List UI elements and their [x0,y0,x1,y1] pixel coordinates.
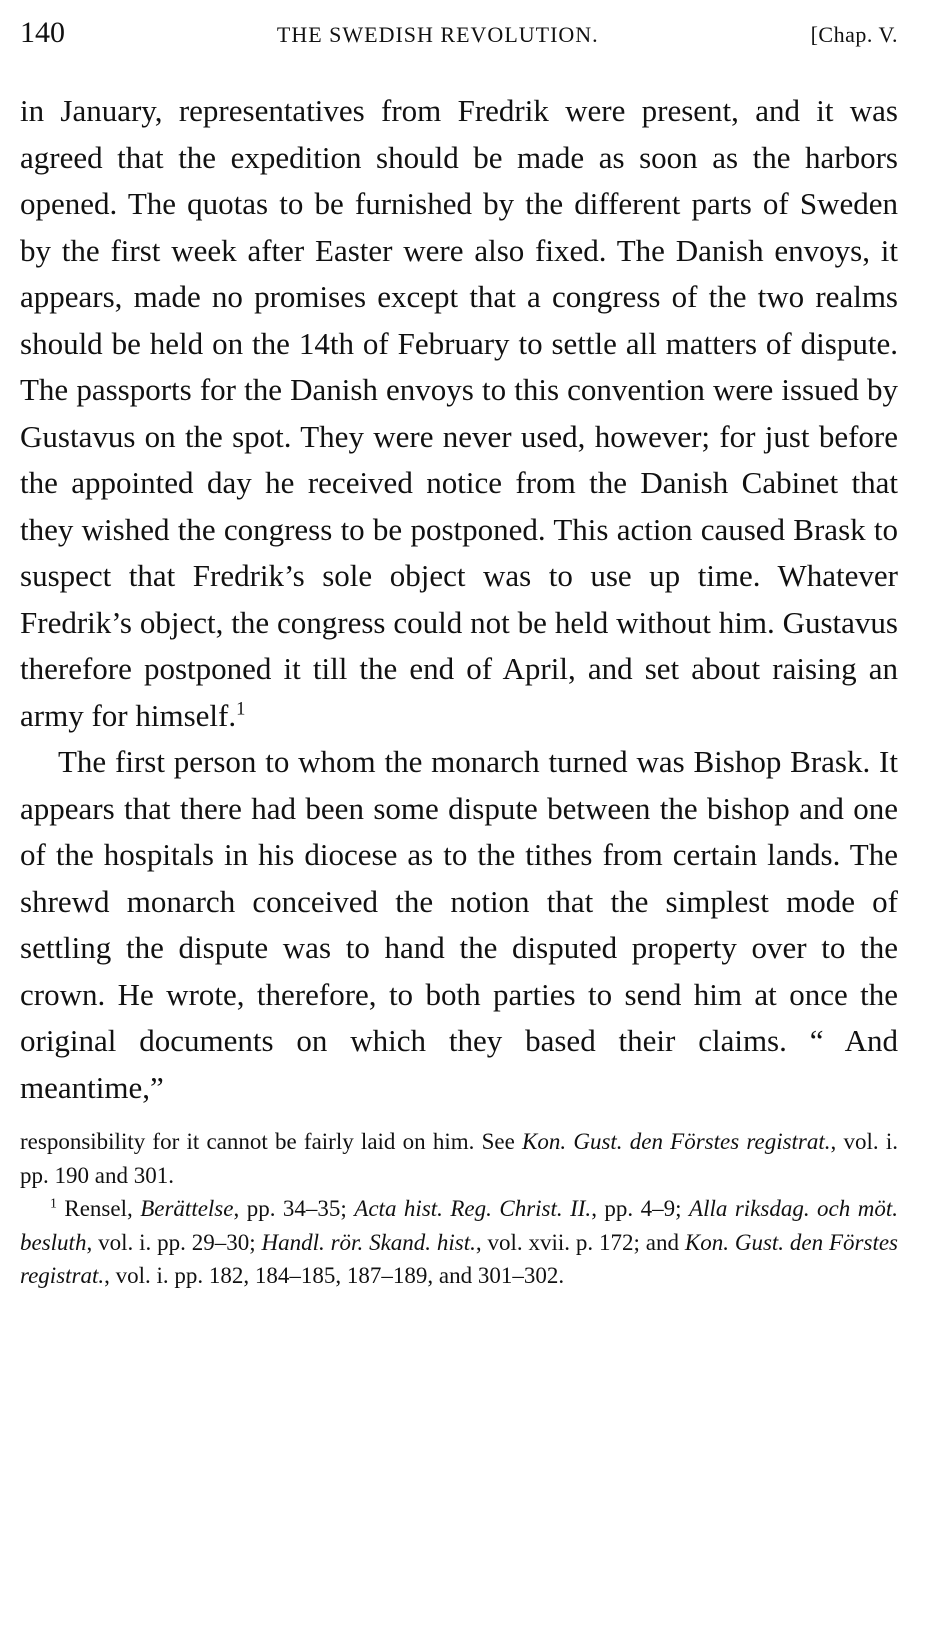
footnote-reference: Acta hist. Reg. Christ. II. [354,1196,592,1221]
footnote-reference: Kon. Gust. den Förstes registrat. [20,1229,899,1288]
page-number: 140 [20,16,65,49]
footnote-text: , vol. xvii. p. 172; and [475,1229,685,1255]
footnote-text: Rensel, [56,1196,141,1221]
footnote-text: , vol. i. pp. 29–30; [86,1229,262,1255]
footnote-text: responsibility for it cannot be fairly laid on him. See [20,1129,523,1154]
body-text [20,88,898,1111]
footnotes [20,1125,898,1293]
paragraph-2 [20,739,898,1111]
footnote-reference: Alla riksdag. och möt. besluth [20,1196,898,1255]
footnote-mark-1: 1 [236,698,246,720]
paragraph-1-text: in January, representatives from Fredrik were present, and it was agreed that the expedition should be made as soon as the harbors opened. The quotas to be furnished by the different parts of Sweden by the first week after Easter were also fixed. The Danish envoys, it appears, made no promises except that a congress of the two realms should be held on the 14th of February to settle all matters of dispute. The passports for the Danish envoys to this convention were issued by Gustavus on the spot. They were never used, however; for just before the appointed day he received notice from the Danish Cabinet that they wished the congress to be postponed. This action caused Brask to suspect that Fredrik’s sole object was to use up time. Whatever Fredrik’s object, the congress could not be held without him. Gustavus therefore postponed it till the end of April, and set about raising an army for himself. [20,93,898,733]
footnote-text: , pp. 4–9; [591,1196,690,1221]
running-header [20,10,898,66]
footnote-1-mark: 1 [50,1195,57,1211]
paragraph-2-text: The first person to whom the monarch turned was Bishop Brask. It appears that there had been some dispute between the bishop and one of the hospitals in his diocese as to the tithes from certain lands. The shrewd monarch conceived the notion that the simplest mode of settling the dispute was to hand the disputed property over to the crown. He wrote, therefore, to both parties to send him at once the original documents on which they based their claims. “ And meantime,” [20,744,898,1105]
paragraph-1 [20,88,898,739]
footnote-reference: Kon. Gust. den Förstes registrat. [522,1129,831,1154]
footnote-continued [20,1125,898,1192]
footnote-reference: Handl. rör. Skand. hist. [261,1229,476,1255]
footnote-reference: Berättelse [140,1196,234,1221]
footnote-text: , pp. 34–35; [233,1196,355,1221]
book-page [20,10,898,1293]
footnote-1 [20,1192,898,1293]
running-title: THE SWEDISH REVOLUTION. [276,22,599,47]
footnote-text: , vol. i. pp. 182, 184–185, 187–189, and 301–302. [104,1263,565,1288]
chapter-reference: [Chap. V. [810,22,898,47]
footnote-text: , vol. i. pp. 190 and 301. [20,1129,898,1188]
